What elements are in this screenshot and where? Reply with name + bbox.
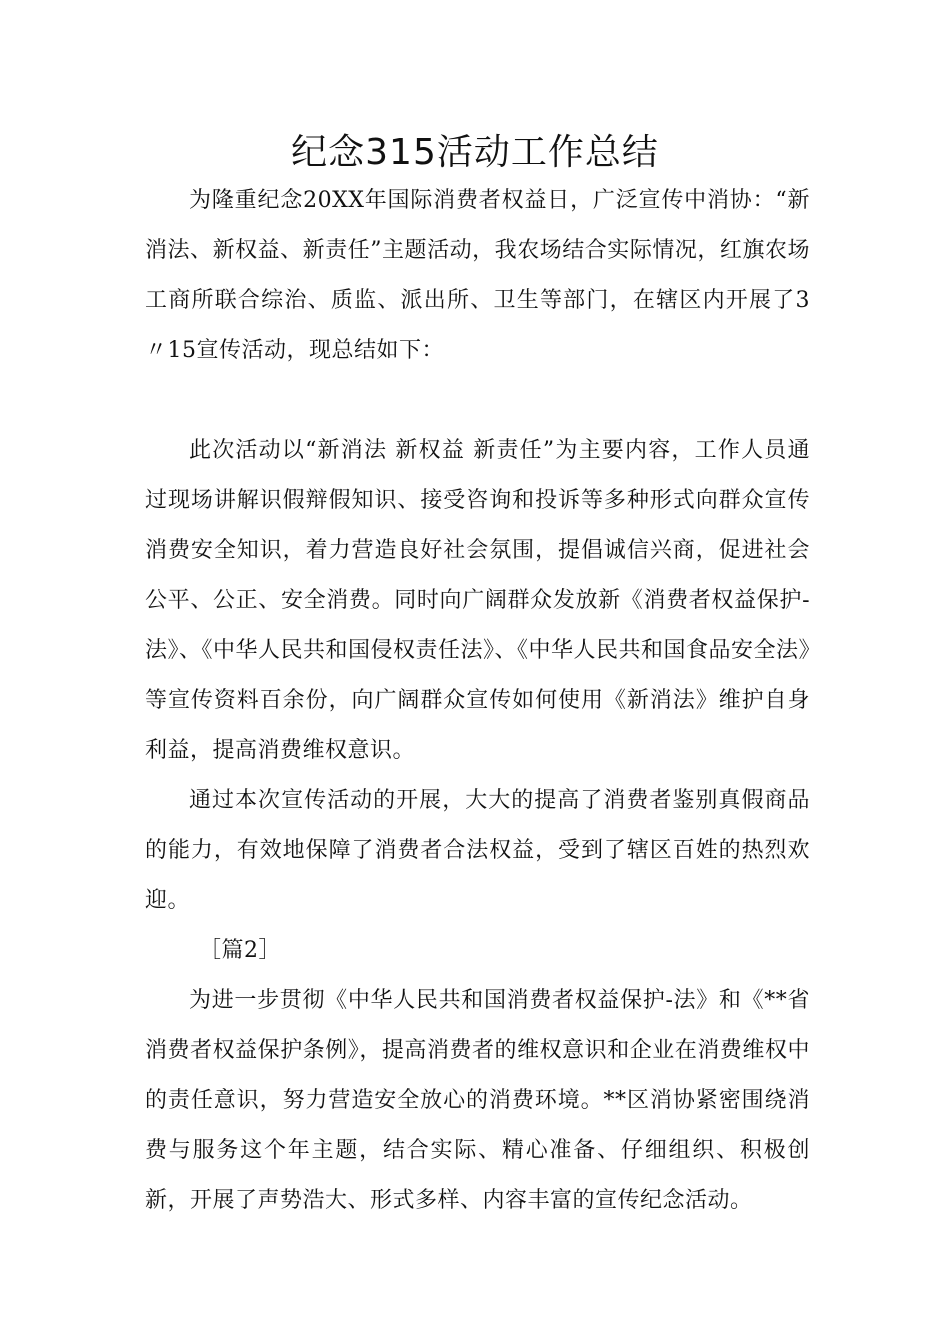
paragraph-gap [145, 376, 810, 426]
page-title: 纪念315活动工作总结 [291, 132, 659, 173]
paragraph-intro: 为隆重纪念20XX年国际消费者权益日，广泛宣传中消协：“新消法、新权益、新责任”主题活动，我农场结合实际情况，红旗农场工商所联合综治、质监、派出所、卫生等部门，在辖区内开展了3〃15宣传活动，现总结如下： [145, 188, 810, 363]
section-label: ［篇2］ [199, 938, 281, 963]
paragraph-result: 通过本次宣传活动的开展，大大的提高了消费者鉴别真假商品的能力，有效地保障了消费者合法权益，受到了辖区百姓的热烈欢迎。 [145, 788, 810, 913]
paragraph-section2: 为进一步贯彻《中华人民共和国消费者权益保护-法》和《**省消费者权益保护条例》，提高消费者的维权意识和企业在消费维权中的责任意识，努力营造安全放心的消费环境。**区消协紧密围绕消费与服务这个年主题，结合实际、精心准备、仔细组织、积极创新，开展了声势浩大、形式多样、内容丰富的宣传纪念活动。 [145, 988, 810, 1213]
paragraph-activity: 此次活动以“新消法 新权益 新责任”为主要内容，工作人员通过现场讲解识假辩假知识、接受咨询和投诉等多种形式向群众宣传消费安全知识，着力营造良好社会氛围，提倡诚信兴商，促进社会公平、公正、安全消费。同时向广阔群众发放新《消费者权益保护-法》、《中华人民共和国侵权责任法》、《中华人民共和国食品安全法》等宣传资料百余份，向广阔群众宣传如何使用《新消法》维护自身利益，提高消费维权意识。 [145, 438, 811, 763]
document-body [145, 176, 810, 1226]
